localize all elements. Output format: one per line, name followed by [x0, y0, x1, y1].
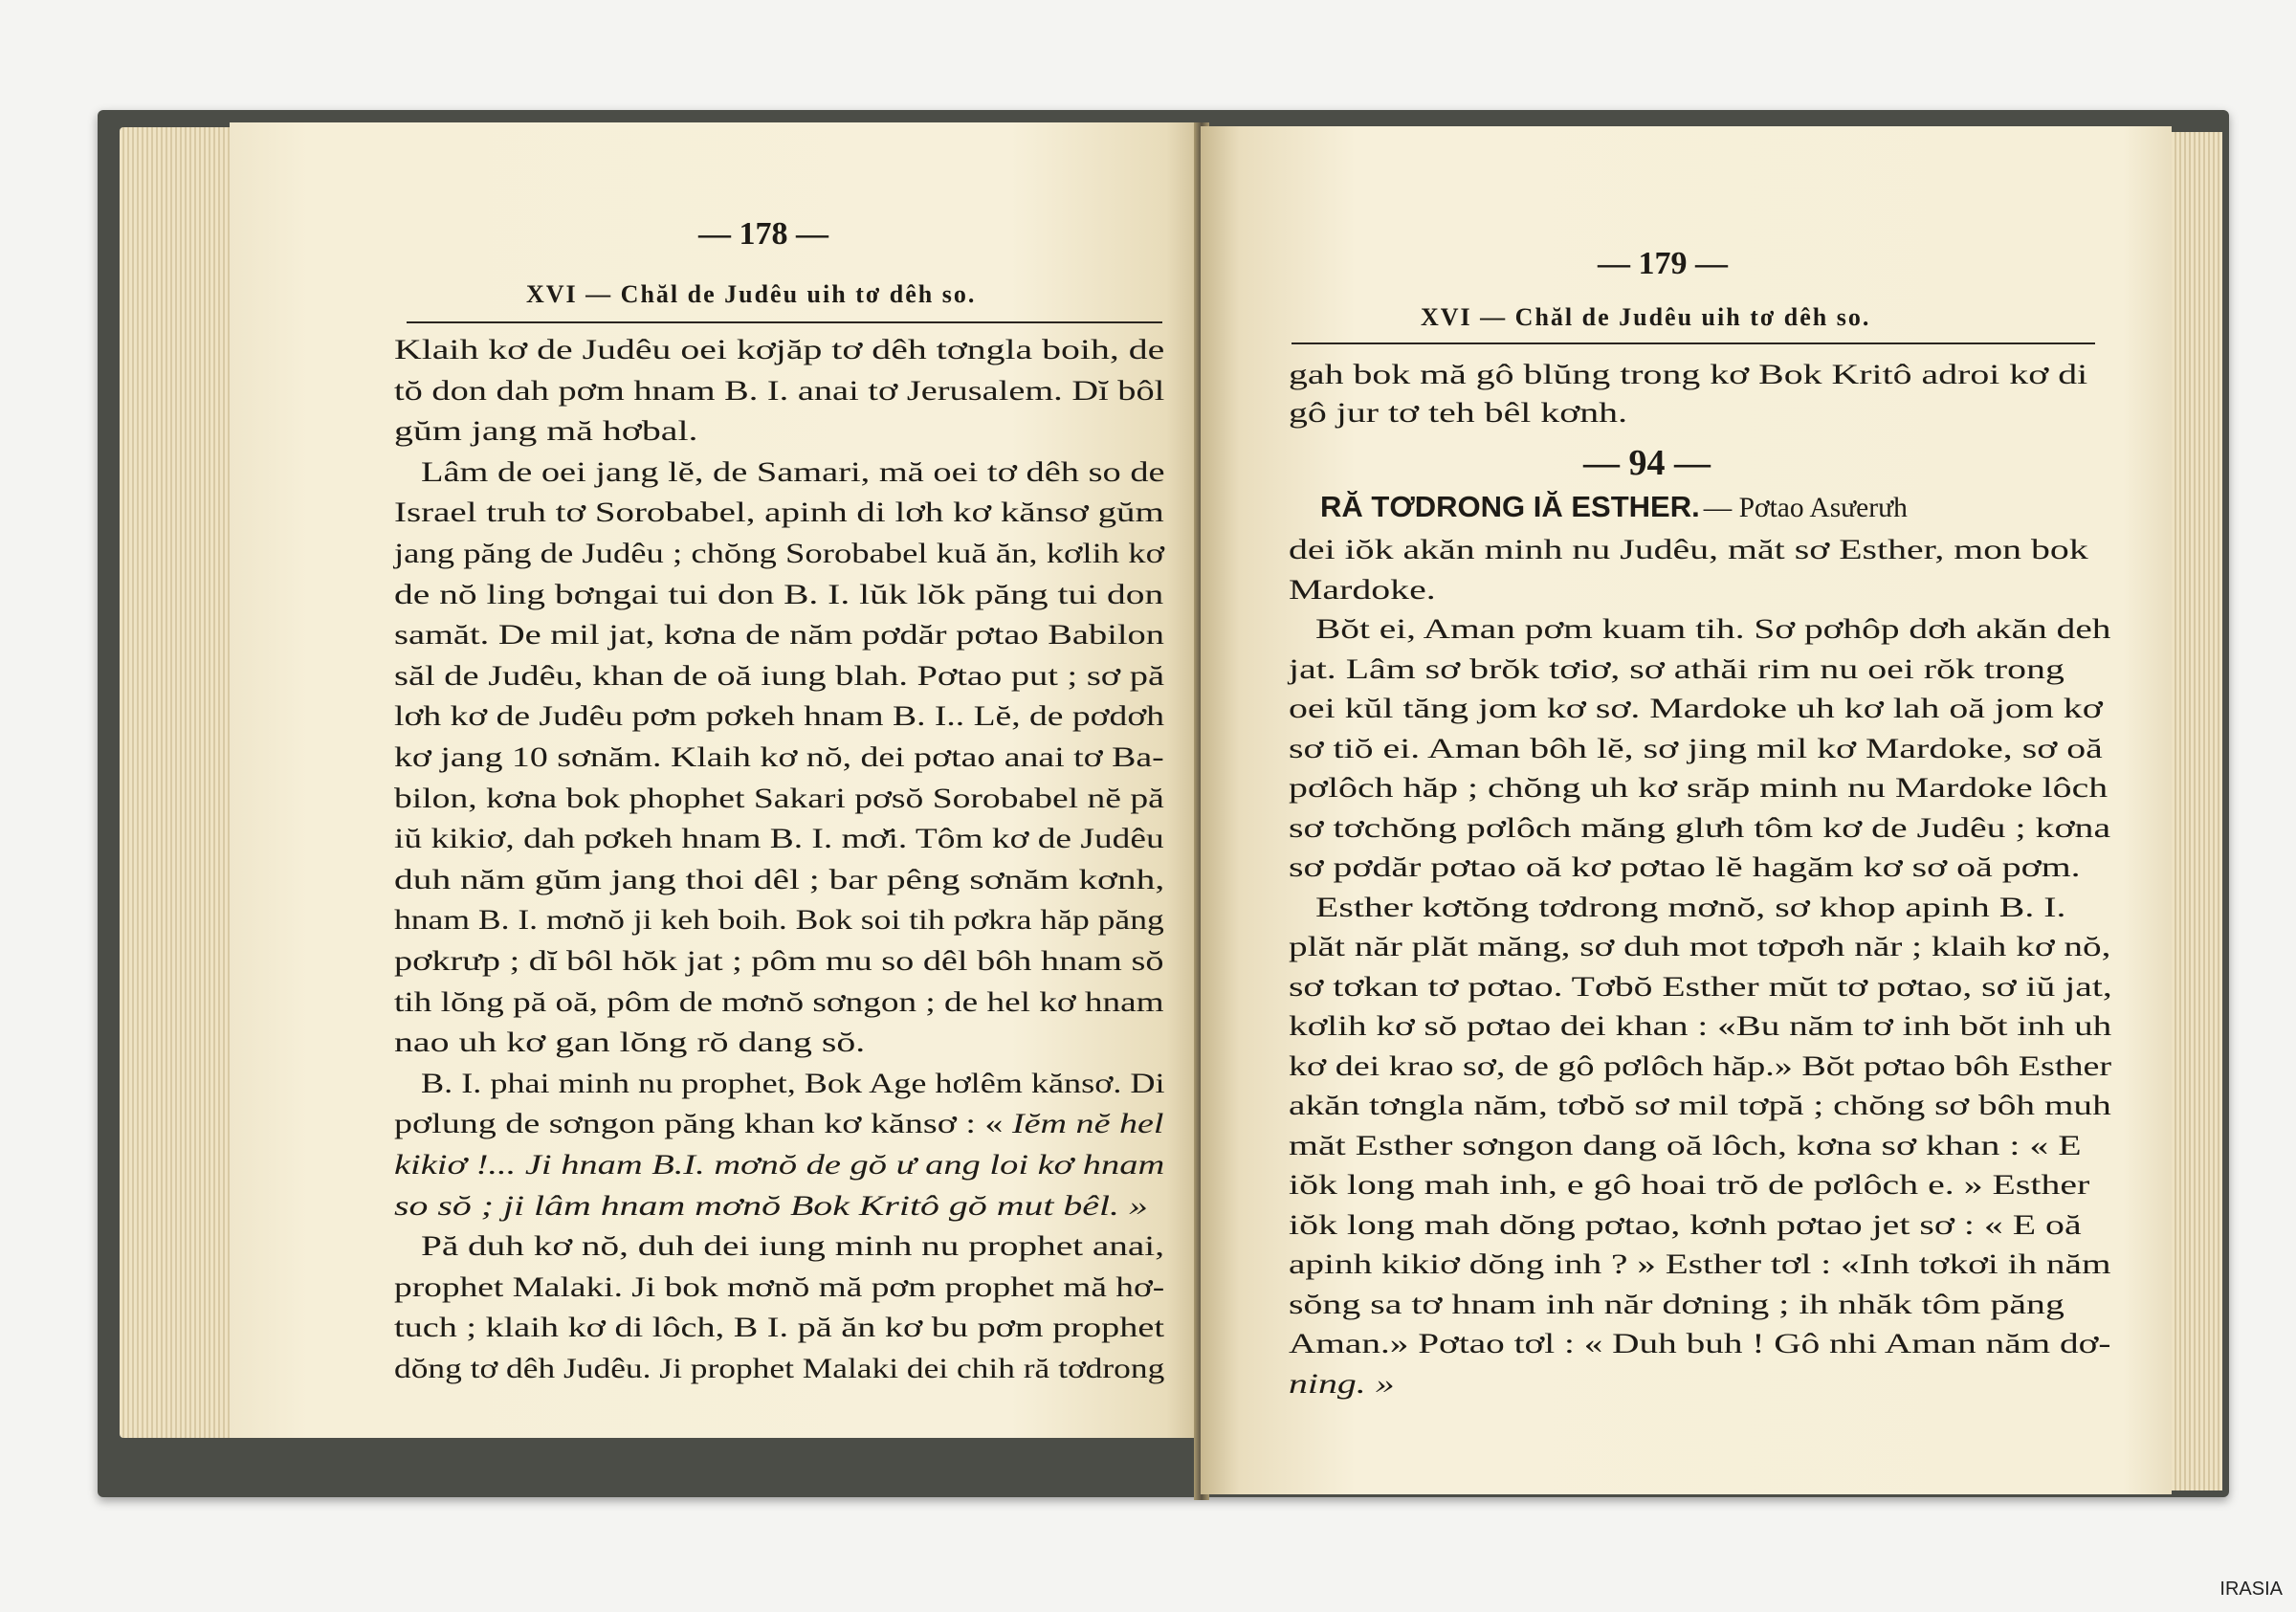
header-rule: [1292, 342, 2095, 344]
text-line: de nŏ ling bơngai tui don B. I. lŭk lŏk păng tui don: [394, 579, 1164, 610]
text-line: Esther kơtŏng tơdrong mơnŏ, sơ khop apinh B. I.: [1315, 892, 2066, 923]
text-line: samăt. De mil jat, kơna de năm pơdăr pơtao Babilon: [394, 620, 1165, 651]
text-line: iŭ kikiơ, dah pơkeh hnam B. I. mơ̆i. Tôm kơ de Judêu: [394, 824, 1164, 855]
text-line: gŭm jang mă hơbal.: [394, 416, 698, 448]
section-title-rest: — Pơtao Asưerưh: [1703, 493, 1908, 523]
text-line: tih lŏng pă oă, pôm de mơnŏ sơngon ; de hel kơ hnam: [394, 986, 1164, 1018]
text-line: Mardoke.: [1289, 574, 1436, 606]
text-line: iŏk long mah inh, e gô hoai trŏ de pơlôch e. » Esther: [1289, 1170, 2090, 1201]
text-line: Aman.» Pơtao tơl : « Duh buh ! Gô nhi Aman năm dơ-: [1289, 1329, 2111, 1359]
running-head: XVI — Chăl de Judêu uih tơ dêh so.: [526, 280, 977, 308]
text-line: kikiơ !... Ji hnam B.I. mơnŏ de gŏ ư ang loi kơ hnam: [394, 1150, 1165, 1181]
text-line: duh năm gŭm jang thoi dêl ; bar pêng sơnăm kơnh,: [394, 864, 1165, 895]
text-line: gô jur tơ teh bêl kơnh.: [1289, 398, 1628, 429]
running-head: XVI — Chăl de Judêu uih tơ dêh so.: [1421, 303, 1871, 331]
text-line: plăt năr plăt măng, sơ duh mot tơpơh năr ; klaih kơ nŏ,: [1289, 932, 2111, 962]
text-line: kơlih kơ sŏ pơtao dei khan : «Bu năm tơ inh bŏt inh uh: [1289, 1011, 2112, 1042]
text-line: pơlung de sơngon păng khan kơ kănsơ : « Iĕm nĕ hel: [394, 1109, 1164, 1140]
text-line: bilon, kơna bok phophet Sakari pơsŏ Sorobabel nĕ pă: [394, 783, 1164, 814]
text-line: săl de Judêu, khan de oă iung blah. Pơtao put ; sơ pă: [394, 660, 1165, 692]
section-heading: [1320, 490, 1908, 524]
text-line: kơ jang 10 sơnăm. Klaih kơ nŏ, dei pơtao anai tơ Ba-: [394, 742, 1164, 773]
text-line: so sŏ ; ji lâm hnam mơnŏ Bok Kritô gŏ mut bêl. »: [394, 1190, 1148, 1222]
text-line: măt Esther sơngon dang oă lôch, kơna sơ khan : « E: [1289, 1130, 2082, 1161]
text-line: sơ pơdăr pơtao oă kơ pơtao lĕ hagăm kơ sơ oă pơm.: [1289, 852, 2081, 883]
text-line: dŏng tơ dêh Judêu. Ji prophet Malaki dei chih ră tơdrong: [394, 1354, 1165, 1384]
text-line: hnam B. I. mơnŏ ji keh boih. Bok soi tih pơkra hăp păng: [394, 905, 1164, 937]
text-line: tŏ don dah pơm hnam B. I. anai tơ Jerusalem. Dĭ bôl: [394, 375, 1165, 407]
page-number: — 178 —: [698, 216, 828, 252]
text-line: iŏk long mah dŏng pơtao, kơnh pơtao jet sơ : « E oă: [1289, 1209, 2082, 1241]
text-line: Israel truh tơ Sorobabel, apinh di lơh kơ kănsơ gŭm: [394, 497, 1164, 529]
text-line: nao uh kơ gan lŏng rŏ dang sŏ.: [394, 1027, 866, 1059]
right-page: [1201, 126, 2172, 1494]
text-line: gah bok mă gô blŭng trong kơ Bok Kritô adroi kơ di: [1289, 360, 2088, 390]
text-line: dei iŏk akăn minh nu Judêu, măt sơ Esther, mon bok: [1289, 535, 2088, 565]
text-line: tuch ; klaih kơ di lôch, B I. pă ăn kơ bu pơm prophet: [394, 1313, 1164, 1344]
text-line: prophet Malaki. Ji bok mơnŏ mă pơm prophet mă hơ-: [394, 1271, 1165, 1303]
text-line: sơ tơkan tơ pơtao. Tơbŏ Esther mŭt tơ pơtao, sơ iŭ jat,: [1289, 971, 2112, 1003]
text-line: sơ tơchŏng pơlôch măng glưh tôm kơ de Judêu ; kơna: [1289, 812, 2111, 844]
left-page: [230, 122, 1205, 1438]
section-number: — 94 —: [1583, 443, 1711, 483]
text-line: sơ tiŏ ei. Aman bôh lĕ, sơ jing mil kơ Mardoke, sơ oă: [1289, 733, 2103, 764]
text-line: ning. »: [1289, 1368, 1395, 1400]
text-line: pơlôch hăp ; chŏng uh kơ srăp minh nu Mardoke lôch: [1289, 773, 2108, 804]
text-line: sŏng sa tơ hnam inh năr dơning ; ih nhăk tôm păng: [1289, 1289, 2064, 1320]
watermark: IRASIA: [2219, 1579, 2283, 1600]
text-line: akăn tơngla năm, tơbŏ sơ mil tơpă ; chŏng sơ bôh muh: [1289, 1091, 2111, 1121]
text-line: Klaih kơ de Judêu oei kơjăp tơ dêh tơngla boih, de: [394, 335, 1165, 365]
page-number: — 179 —: [1598, 246, 1728, 281]
page-edges-left: [120, 127, 232, 1438]
text-line: pơkrưp ; dĭ bôl hŏk jat ; pôm mu so dêl bôh hnam sŏ: [394, 946, 1164, 977]
text-line: apinh kikiơ dŏng inh ? » Esther tơl : «Inh tơkơi ih năm: [1289, 1249, 2111, 1280]
text-line: lơh kơ de Judêu pơm pơkeh hnam B. I.. Lĕ, de pơdơh: [394, 701, 1165, 733]
text-line: Bŏt ei, Aman pơm kuam tih. Sơ pơhôp dơh akăn deh: [1315, 614, 2111, 645]
text-line: kơ dei krao sơ, de gô pơlôch hăp.» Bŏt pơtao bôh Esther: [1289, 1050, 2112, 1082]
text-line: jang păng de Judêu ; chŏng Sorobabel kuă ăn, kơlih kơ: [394, 539, 1164, 569]
text-line: oei kŭl tăng jom kơ sơ. Mardoke uh kơ lah oă jom kơ: [1289, 694, 2103, 724]
text-line: Pă duh kơ nŏ, duh dei iung minh nu prophet anai,: [421, 1231, 1165, 1263]
text-line: Lâm de oei jang lĕ, de Samari, mă oei tơ dêh so de: [421, 456, 1165, 488]
text-line: B. I. phai minh nu prophet, Bok Age hơlêm kănsơ. Di: [421, 1068, 1165, 1099]
header-rule: [407, 321, 1162, 323]
text-line: jat. Lâm sơ brŏk tơiơ, sơ athăi rim nu oei rŏk trong: [1289, 653, 2064, 685]
section-title: RĂ TƠDRONG IĂ ESTHER.: [1320, 490, 1700, 523]
